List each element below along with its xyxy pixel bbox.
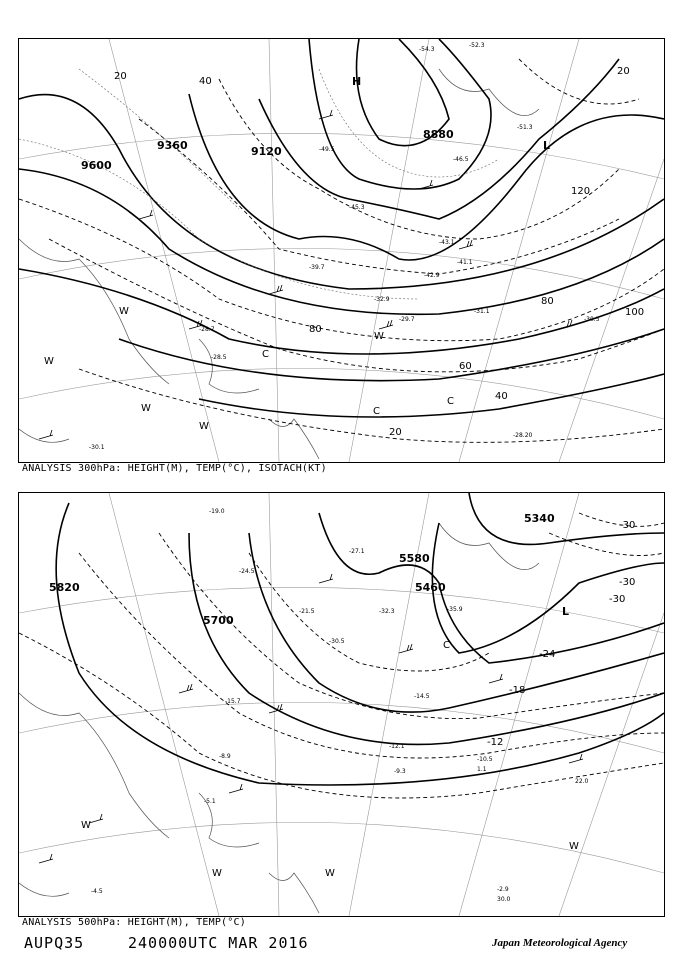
- isotach-label: 40: [199, 76, 212, 87]
- caption-300hpa: ANALYSIS 300hPa: HEIGHT(M), TEMP(°C), ISOTACH(KT): [22, 463, 327, 474]
- station-temp: -15.7: [225, 698, 241, 705]
- station-temp: 30.0: [497, 896, 511, 903]
- isotach-label: 40: [495, 391, 508, 402]
- map-500hpa: [18, 492, 665, 917]
- warm-center-label: W: [325, 868, 335, 879]
- station-temp: -14.5: [414, 693, 430, 700]
- station-temp: -28.5: [211, 354, 227, 361]
- station-temp: -31.1: [474, 308, 490, 315]
- station-temp: -10.5: [477, 756, 493, 763]
- height-label: 9360: [157, 139, 188, 152]
- station-temp: -45.3: [349, 204, 365, 211]
- station-temp: -35.9: [447, 606, 463, 613]
- warm-center-label: W: [119, 306, 129, 317]
- isotach-label: 20: [617, 66, 630, 77]
- isotherm-label: -30: [609, 594, 626, 605]
- cold-center-label: C: [262, 349, 269, 360]
- station-temp: -41.1: [457, 259, 473, 266]
- station-temp: -52.3: [469, 42, 485, 49]
- caption-500hpa: ANALYSIS 500hPa: HEIGHT(M), TEMP(°C): [22, 917, 246, 928]
- station-temp: -32.3: [379, 608, 395, 615]
- latlon-grid: [19, 39, 664, 462]
- station-temp: -39.7: [309, 264, 325, 271]
- isotach-label: 80: [309, 324, 322, 335]
- station-temp: -5.1: [204, 798, 216, 805]
- height-contours: [19, 39, 664, 417]
- product-id: AUPQ35: [24, 934, 85, 952]
- station-temp: -4.5: [91, 888, 103, 895]
- low-center-label: L: [562, 605, 570, 618]
- isotach-label: 60: [459, 361, 472, 372]
- warm-center-label: W: [569, 841, 579, 852]
- isotach-label: 120: [571, 186, 591, 197]
- height-label: 5460: [415, 581, 446, 594]
- station-temp: -54.3: [419, 46, 435, 53]
- height-label: 5820: [49, 581, 80, 594]
- station-temp: -51.3: [517, 124, 533, 131]
- valid-time: 240000UTC MAR 2016: [128, 934, 309, 952]
- station-temp: -29.7: [399, 316, 415, 323]
- coastlines: [19, 523, 539, 913]
- low-center-label: L: [543, 139, 551, 152]
- height-label: 5580: [399, 552, 430, 565]
- wind-barbs: [39, 574, 583, 863]
- station-temp: -42.9: [424, 272, 440, 279]
- station-temp: -28.20: [513, 432, 533, 439]
- station-temp: -30.5: [329, 638, 345, 645]
- high-center-label: H: [352, 75, 362, 88]
- agency-name: Japan Meteorological Agency: [492, 937, 628, 949]
- station-temp: -32.9: [374, 296, 390, 303]
- warm-center-label: W: [44, 356, 54, 367]
- height-label: 9120: [251, 145, 282, 158]
- cold-center-label: C: [373, 406, 380, 417]
- station-temp: -9.3: [394, 768, 406, 775]
- station-temp: -8.9: [219, 753, 231, 760]
- station-temp: 22.0: [575, 778, 589, 785]
- station-temp: -46.5: [453, 156, 469, 163]
- warm-center-label: W: [212, 868, 222, 879]
- latlon-grid: [19, 493, 664, 916]
- station-temp: -21.5: [299, 608, 315, 615]
- isotach-label: 100: [625, 307, 645, 318]
- isotherm-label: -30: [619, 577, 636, 588]
- height-label: 9600: [81, 159, 112, 172]
- map-300hpa-graphics: [19, 39, 664, 462]
- station-temp: -30.5: [584, 316, 600, 323]
- station-temp: -19.0: [209, 508, 225, 515]
- height-label: 5340: [524, 512, 555, 525]
- map-500hpa-graphics: [19, 493, 664, 916]
- isotach-label: 20: [114, 71, 127, 82]
- station-temp: -43.1: [439, 239, 455, 246]
- isotherm-label: -30: [619, 520, 636, 531]
- isotherm-contours: [19, 513, 664, 798]
- warm-center-label: W: [199, 421, 209, 432]
- isotherm-label: -24: [539, 649, 556, 660]
- isotach-label: 80: [541, 296, 554, 307]
- station-temp: -12.1: [389, 743, 405, 750]
- height-contours: [56, 493, 664, 785]
- station-temp: -30.1: [89, 444, 105, 451]
- warm-center-label: W: [81, 820, 91, 831]
- isotherm-label: -12: [487, 737, 504, 748]
- cold-center-label: C: [447, 396, 454, 407]
- station-temp: -24.5: [239, 568, 255, 575]
- cold-center-label: C: [443, 640, 450, 651]
- station-temp: 1.1: [477, 766, 487, 773]
- station-temp: -2.9: [497, 886, 509, 893]
- warm-center-label: W: [141, 403, 151, 414]
- height-label: 5700: [203, 614, 234, 627]
- map-300hpa: [18, 38, 665, 463]
- isotherm-contours: [19, 69, 499, 299]
- station-temp: -28.7: [199, 326, 215, 333]
- isotherm-label: -18: [509, 685, 526, 696]
- warm-center-label: W: [374, 331, 384, 342]
- station-temp: -27.1: [349, 548, 365, 555]
- station-temp: -49.5: [319, 146, 335, 153]
- isotach-label: 20: [389, 427, 402, 438]
- height-label: 8880: [423, 128, 454, 141]
